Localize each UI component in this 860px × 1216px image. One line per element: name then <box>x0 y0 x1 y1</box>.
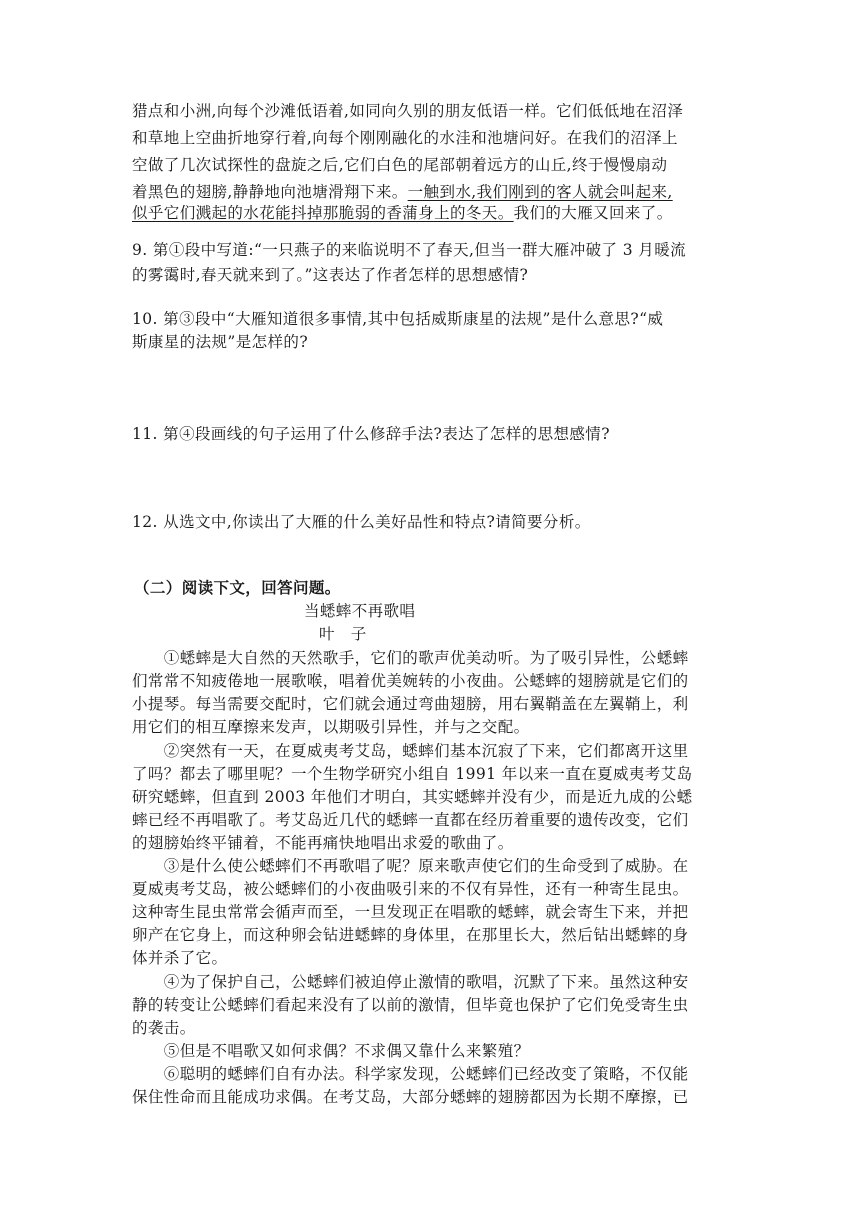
question-9: 9. 第①段中写道:“一只燕子的来临说明不了春天,但当一群大雁冲破了 3 月暖流 <box>132 241 687 259</box>
article-line: 的翅膀始终平铺着，不能再痛快地唱出求爱的歌曲了。 <box>132 834 514 852</box>
article-title: 当蟋蟀不再歌唱 <box>304 602 416 620</box>
article-line: ②突然有一天，在夏威夷考艾岛，蟋蟀们基本沉寂了下来，它们都离开这里 <box>132 742 689 760</box>
passage-line: 和草地上空曲折地穿行着,向每个刚刚融化的水洼和池塘问好。在我们的沼泽上 <box>132 129 678 147</box>
article-line: 这种寄生昆虫常常会循声而至，一旦发现正在唱歌的蟋蟀，就会寄生下来，并把 <box>132 903 689 921</box>
article-line: 研究蟋蟀，但直到 2003 年他们才明白，其实蟋蟀并没有少，而是近九成的公蟋 <box>132 788 693 806</box>
passage-line: 空做了几次试探性的盘旋之后,它们白色的尾部朝着远方的山丘,终于慢慢扇动 <box>132 156 668 174</box>
question-10: 10. 第③段中“大雁知道很多事情,其中包括威斯康星的法规”是什么意思?“威 <box>132 310 664 328</box>
underlined-sentence: 似乎它们溅起的水花能抖掉那脆弱的香蒲身上的冬天。 <box>132 204 514 222</box>
article-line: 了吗？都去了哪里呢？一个生物学研究小组自 1991 年以来一直在夏威夷考艾岛 <box>132 765 693 783</box>
article-line: 保住性命而且能成功求偶。在考艾岛，大部分蟋蟀的翅膀都因为长期不摩擦，已 <box>132 1088 689 1106</box>
passage-line <box>132 182 673 202</box>
article-line: 静的转变让公蟋蟀们看起来没有了以前的激情，但毕竟也保护了它们免受寄生虫 <box>132 996 689 1014</box>
article-line: ③是什么使公蟋蟀们不再歌唱了呢？原来歌声使它们的生命受到了威胁。在 <box>132 857 689 875</box>
question-11: 11. 第④段画线的句子运用了什么修辞手法?表达了怎样的思想感情? <box>132 425 610 443</box>
article-line: 小提琴。每当需要交配时，它们就会通过弯曲翅膀，用右翼鞘盖在左翼鞘上，利 <box>132 695 689 713</box>
passage-text: 我们的大雁又回来了。 <box>513 204 673 222</box>
article-line: 们常常不知疲倦地一展歌喉，唱着优美婉转的小夜曲。公蟋蟀的翅膀就是它们的 <box>132 672 689 690</box>
article-line: 体并杀了它。 <box>132 949 228 967</box>
article-line: ①蟋蟀是大自然的天然歌手，它们的歌声优美动听。为了吸引异性，公蟋蟀 <box>132 649 689 667</box>
question-12: 12. 从选文中,你读出了大雁的什么美好品性和特点?请简要分析。 <box>132 513 591 531</box>
passage-line <box>132 203 673 223</box>
article-line: 卵产在它身上，而这种卵会钻进蟋蟀的身体里，在那里长大，然后钻出蟋蟀的身 <box>132 926 689 944</box>
article-line: ⑥聪明的蟋蟀们自有办法。科学家发现，公蟋蟀们已经改变了策略，不仅能 <box>132 1065 689 1083</box>
question-9: 的雾霭时,春天就来到了。”这表达了作者怎样的思想感情? <box>132 266 529 284</box>
article-line: 用它们的相互摩擦来发声，以期吸引异性，并与之交配。 <box>132 718 530 736</box>
article-author: 叶 子 <box>319 625 367 643</box>
section-heading: （二）阅读下文，回答问题。 <box>134 578 341 597</box>
article-line: 的袭击。 <box>132 1019 196 1037</box>
underlined-sentence: 一触到水,我们刚到的客人就会叫起来, <box>407 183 673 201</box>
article-line: ⑤但是不唱歌又如何求偶？不求偶又靠什么来繁殖？ <box>132 1042 530 1060</box>
passage-text: 着黑色的翅膀,静静地向池塘滑翔下来。 <box>132 183 408 201</box>
article-line: ④为了保护自己，公蟋蟀们被迫停止激情的歌唱，沉默了下来。虽然这种安 <box>132 973 689 991</box>
article-line: 蟀已经不再唱歌了。考艾岛近几代的蟋蟀一直都在经历着重要的遗传改变，它们 <box>132 811 689 829</box>
passage-line: 猎点和小洲,向每个沙滩低语着,如同向久别的朋友低语一样。它们低低地在沼泽 <box>132 102 684 120</box>
article-line: 夏威夷考艾岛，被公蟋蟀们的小夜曲吸引来的不仅有异性，还有一种寄生昆虫。 <box>132 880 689 898</box>
question-10: 斯康星的法规”是怎样的? <box>132 333 309 351</box>
